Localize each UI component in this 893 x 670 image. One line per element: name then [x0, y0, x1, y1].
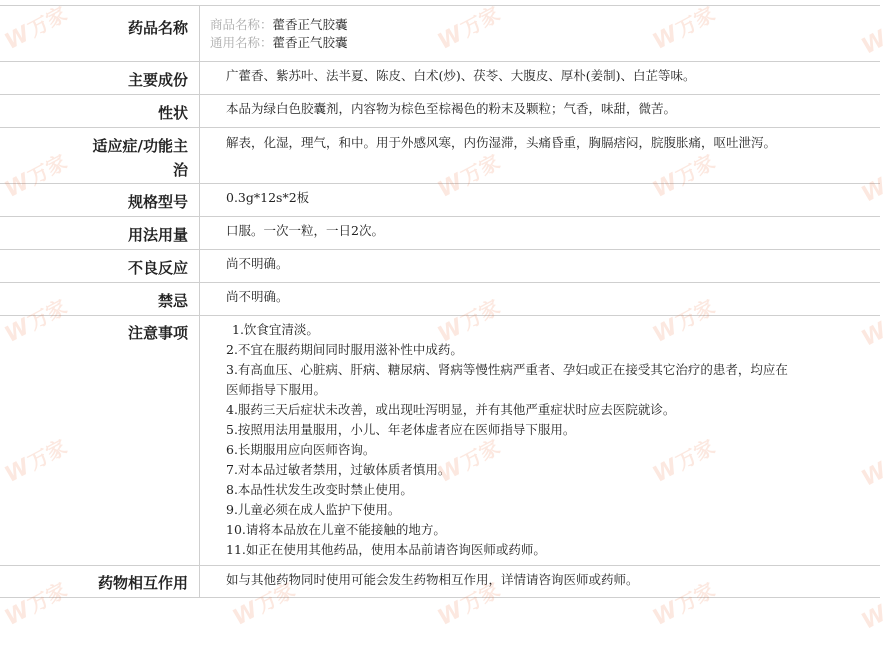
generic-name-line: [210, 34, 800, 52]
watermark-logo: W万家: [433, 294, 504, 348]
label-ingredients: 主要成份: [0, 62, 200, 94]
row-notes: [0, 315, 880, 565]
watermark-logo: W万家: [0, 149, 71, 203]
value-notes: [200, 316, 880, 565]
row-spec: [0, 183, 880, 216]
row-ingredients: [0, 61, 880, 94]
label-contra: 禁忌: [0, 283, 200, 315]
watermark-logo: W万家: [0, 1, 71, 55]
note-item: 9.儿童必须在成人监护下使用。: [226, 502, 401, 517]
watermark-logo: W: [857, 26, 891, 60]
watermark-logo: W万家: [433, 577, 504, 631]
value-ingredients: 广藿香、紫苏叶、法半夏、陈皮、白术(炒)、茯苓、大腹皮、厚朴(姜制)、白芷等味。: [226, 68, 696, 83]
row-drug-name: [0, 5, 880, 61]
trade-name-line: [210, 16, 800, 34]
label-interactions: 药物相互作用: [0, 566, 200, 597]
trade-name-value: 藿香正气胶囊: [272, 17, 348, 32]
label-usage: 用法用量: [0, 217, 200, 249]
watermark-logo: W: [857, 318, 891, 352]
value-spec: 0.3g*12s*2板: [226, 190, 310, 205]
generic-name-label: 通用名称：: [210, 35, 273, 50]
drug-info-table: [0, 5, 880, 598]
note-item: 6.长期服用应向医师咨询。: [226, 442, 376, 457]
value-indications: 解表，化湿，理气，和中。用于外感风寒，内伤湿滞，头痛昏重，胸膈痞闷，脘腹胀痛，呕吐泄泻。: [226, 135, 777, 150]
note-item: 1.饮食宜清淡。: [232, 322, 319, 337]
note-item: 11.如正在使用其他药品，使用本品前请咨询医师或药师。: [226, 542, 546, 557]
trade-name-label: 商品名称：: [210, 17, 273, 32]
watermark-logo: W: [857, 174, 891, 208]
watermark-logo: W: [857, 601, 891, 635]
watermark-logo: W万家: [648, 149, 719, 203]
value-interactions: 如与其他药物同时使用可能会发生药物相互作用，详情请咨询医师或药师。: [226, 572, 639, 587]
watermark-logo: W万家: [0, 294, 71, 348]
label-appearance: 性状: [0, 95, 200, 127]
watermark-logo: W万家: [648, 294, 719, 348]
note-item: 5.按照用法用量服用，小儿、年老体虚者应在医师指导下服用。: [226, 422, 576, 437]
value-usage: 口服。一次一粒，一日2次。: [226, 223, 384, 238]
label-indications-part1: 适应症/功能主: [92, 137, 188, 155]
watermark-logo: W万家: [648, 434, 719, 488]
row-contra: [0, 282, 880, 315]
watermark-logo: W万家: [648, 577, 719, 631]
label-indications-part2: 治: [172, 161, 188, 179]
watermark-logo: W万家: [648, 1, 719, 55]
label-notes: 注意事项: [0, 316, 200, 565]
value-appearance: 本品为绿白色胶囊剂，内容物为棕色至棕褐色的粉末及颗粒；气香，味甜，微苦。: [226, 101, 677, 116]
note-item: 10.请将本品放在儿童不能接触的地方。: [226, 522, 446, 537]
row-interactions: [0, 565, 880, 598]
row-adverse: [0, 249, 880, 282]
watermark-logo: W: [857, 458, 891, 492]
note-item: 3.有高血压、心脏病、肝病、糖尿病、肾病等慢性病严重者、孕妇或正在接受其它治疗的患者，均应在医师指导下服用。: [226, 362, 788, 397]
value-drug-name: [200, 6, 880, 61]
row-usage: [0, 216, 880, 249]
watermark-logo: W万家: [0, 434, 71, 488]
generic-name-value: 藿香正气胶囊: [272, 35, 348, 50]
watermark-logo: W万家: [433, 1, 504, 55]
watermark-logo: W万家: [228, 577, 299, 631]
note-item: 4.服药三天后症状未改善，或出现吐泻明显，并有其他严重症状时应去医院就诊。: [226, 402, 676, 417]
row-indications: [0, 127, 880, 183]
label-indications: [0, 128, 200, 183]
row-appearance: [0, 94, 880, 127]
label-adverse: 不良反应: [0, 250, 200, 282]
label-drug-name: 药品名称: [0, 6, 200, 61]
value-adverse: 尚不明确。: [226, 256, 289, 271]
note-item: 7.对本品过敏者禁用，过敏体质者慎用。: [226, 462, 451, 477]
watermark-logo: W万家: [433, 149, 504, 203]
note-item: 2.不宜在服药期间同时服用滋补性中成药。: [226, 342, 463, 357]
watermark-logo: W万家: [0, 577, 71, 631]
value-contra: 尚不明确。: [226, 289, 289, 304]
watermark-logo: W万家: [433, 434, 504, 488]
label-spec: 规格型号: [0, 184, 200, 216]
note-item: 8.本品性状发生改变时禁止使用。: [226, 482, 413, 497]
